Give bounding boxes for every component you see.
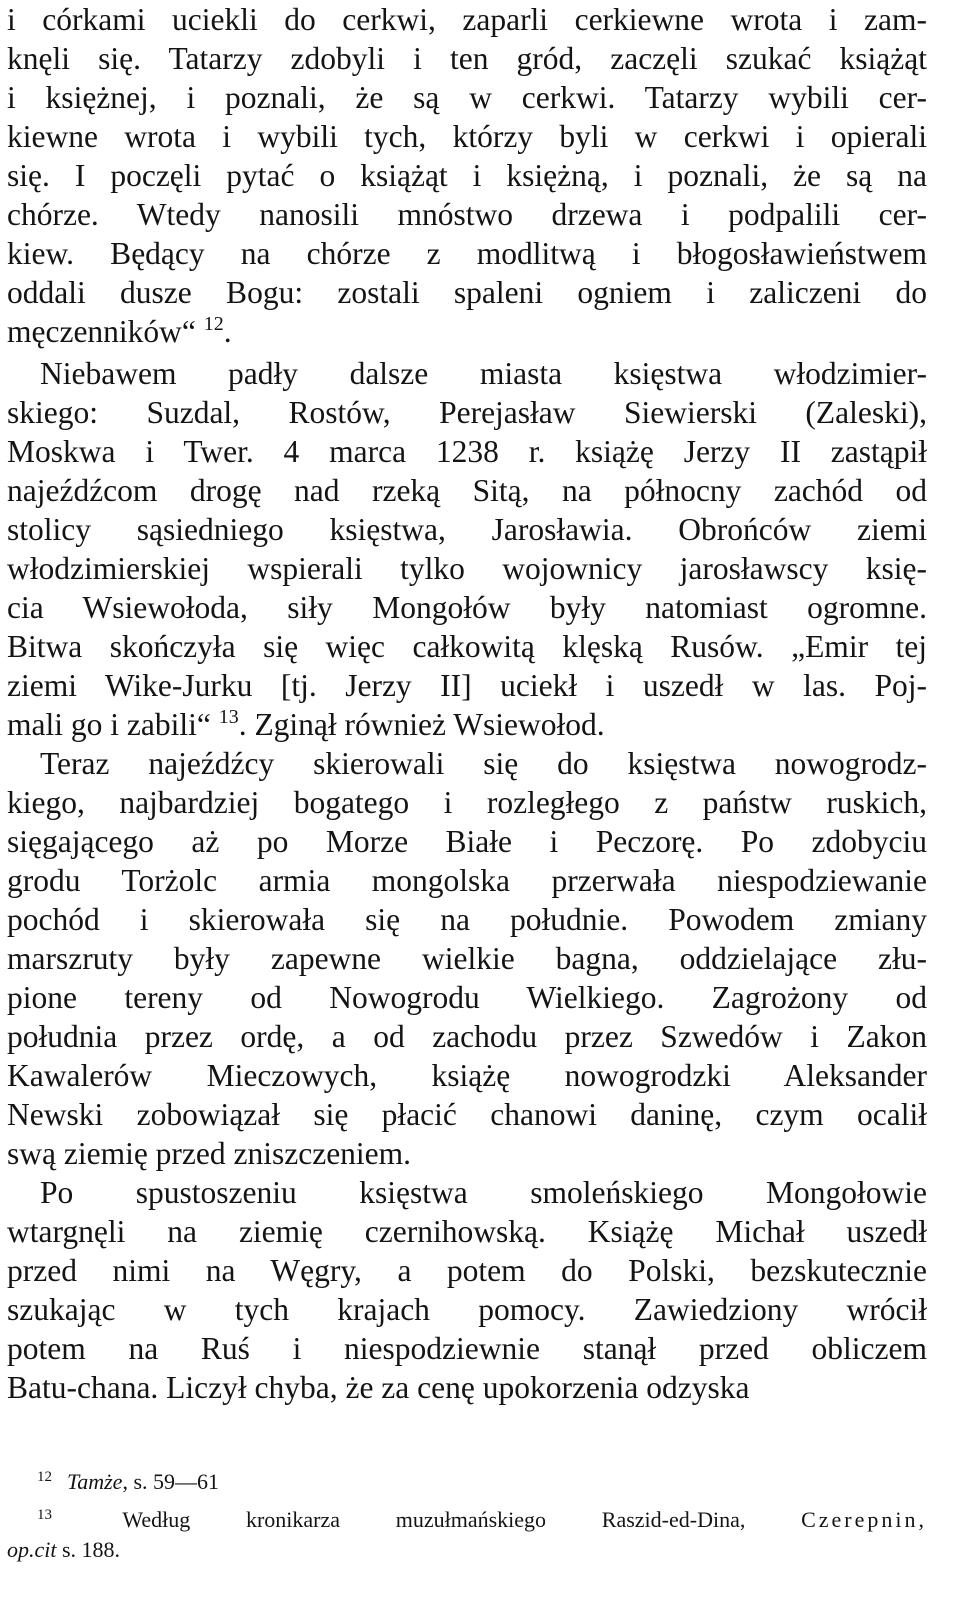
- text-line: pochód i skierowała się na południe. Powodem zmiany: [7, 902, 927, 937]
- text-line: grodu Torżolc armia mongolska przerwała niespodziewanie: [7, 863, 927, 898]
- text-line: Kawalerów Mieczowych, książę nowogrodzki Aleksander: [7, 1058, 927, 1093]
- text-line: sięgającego aż po Morze Białe i Peczorę. Po zdobyciu: [7, 824, 927, 859]
- footnote-text: s. 188.: [56, 1537, 121, 1562]
- text-line: [7, 705, 927, 745]
- text-line: skiego: Suzdal, Rostów, Perejasław Siewierski (Zaleski),: [7, 395, 927, 430]
- text-line: najeźdźcom drogę nad rzeką Sitą, na północny zachód od: [7, 473, 927, 508]
- text-fragment: .: [223, 314, 232, 349]
- text-line: kiego, najbardziej bogatego i rozległego z państw ruskich,: [7, 785, 927, 820]
- text-line: południa przez ordę, a od zachodu przez Szwedów i Zakon: [7, 1019, 927, 1054]
- text-line: potem na Ruś i niespodziewnie stanął przed obliczem: [7, 1331, 927, 1366]
- text-line: Moskwa i Twer. 4 marca 1238 r. książę Jerzy II zastąpił: [7, 434, 927, 469]
- text-fragment: męczenników“: [7, 314, 196, 349]
- footnote-author: Czerepnin,: [801, 1507, 927, 1532]
- text-fragment: mali go i zabili“: [7, 707, 211, 742]
- text-line: i córkami uciekli do cerkwi, zaparli cerkiewne wrota i zam-: [7, 2, 927, 37]
- text-line: cia Wsiewołoda, siły Mongołów były natomiast ogromne.: [7, 590, 927, 625]
- text-line: Bitwa skończyła się więc całkowitą klęską Rusów. „Emir tej: [7, 629, 927, 664]
- text-line: Niebawem padły dalsze miasta księstwa włodzimier-: [40, 356, 927, 391]
- text-line: Newski zobowiązał się płacić chanowi daninę, czym ocalił: [7, 1097, 927, 1132]
- text-line: stolicy sąsiedniego księstwa, Jarosławia. Obrońców ziemi: [7, 512, 927, 547]
- text-line: Batu-chana. Liczył chyba, że za cenę upokorzenia odzyska: [7, 1370, 750, 1405]
- text-line: ziemi Wike-Jurku [tj. Jerzy II] uciekł i uszedł w las. Poj-: [7, 668, 927, 703]
- text-line: wtargnęli na ziemię czernihowską. Książę Michał uszedł: [7, 1214, 927, 1249]
- footnote-13-continued: [7, 1534, 927, 1566]
- text-line: kiew. Będący na chórze z modlitwą i błogosławieństwem: [7, 236, 927, 271]
- text-fragment: . Zginął również Wsiewołod.: [238, 707, 605, 742]
- footnote-source-italic: Tamże: [67, 1469, 123, 1494]
- footnote-ref-13[interactable]: 13: [218, 706, 239, 728]
- text-line: pione tereny od Nowogrodu Wielkiego. Zagrożony od: [7, 980, 927, 1015]
- text-line: kiewne wrota i wybili tych, którzy byli w cerkwi i opierali: [7, 119, 927, 154]
- text-line: oddali dusze Bogu: zostali spaleni ogniem i zaliczeni do: [7, 275, 927, 310]
- text-line: knęli się. Tatarzy zdobyli i ten gród, zaczęli szukać książąt: [7, 41, 927, 76]
- text-line: chórze. Wtedy nanosili mnóstwo drzewa i podpalili cer-: [7, 197, 927, 232]
- text-line: Teraz najeźdźcy skierowali się do księstwa nowogrodz-: [40, 746, 927, 781]
- text-line: szukając w tych krajach pomocy. Zawiedziony wrócił: [7, 1292, 927, 1327]
- text-line: przed nimi na Węgry, a potem do Polski, bezskutecznie: [7, 1253, 927, 1288]
- text-line: się. I poczęli pytać o książąt i księżną, i poznali, że są na: [7, 158, 927, 193]
- footnote-13: 13 Według kronikarza muzułmańskiego Raszid-ed-Dina, Czerepnin,: [37, 1507, 927, 1532]
- text-line: marszruty były zapewne wielkie bagna, oddzielające złu-: [7, 941, 927, 976]
- footnote-text: Według kronikarza muzułmańskiego Raszid-ed-Dina,: [122, 1507, 746, 1532]
- text-line: włodzimierskiej wspierali tylko wojownicy jarosławscy księ-: [7, 551, 927, 586]
- footnote-12: 12 Tamże, s. 59—61: [37, 1469, 219, 1494]
- text-line: swą ziemię przed zniszczeniem.: [7, 1136, 412, 1171]
- text-line: i księżnej, i poznali, że są w cerkwi. Tatarzy wybili cer-: [7, 80, 927, 115]
- text-line: Po spustoszeniu księstwa smoleńskiego Mongołowie: [40, 1175, 927, 1210]
- footnote-ref-12[interactable]: 12: [203, 313, 224, 335]
- footnote-text: , s. 59—61: [122, 1469, 219, 1494]
- footnote-source-italic: op.cit: [7, 1537, 57, 1562]
- text-line: [7, 312, 927, 352]
